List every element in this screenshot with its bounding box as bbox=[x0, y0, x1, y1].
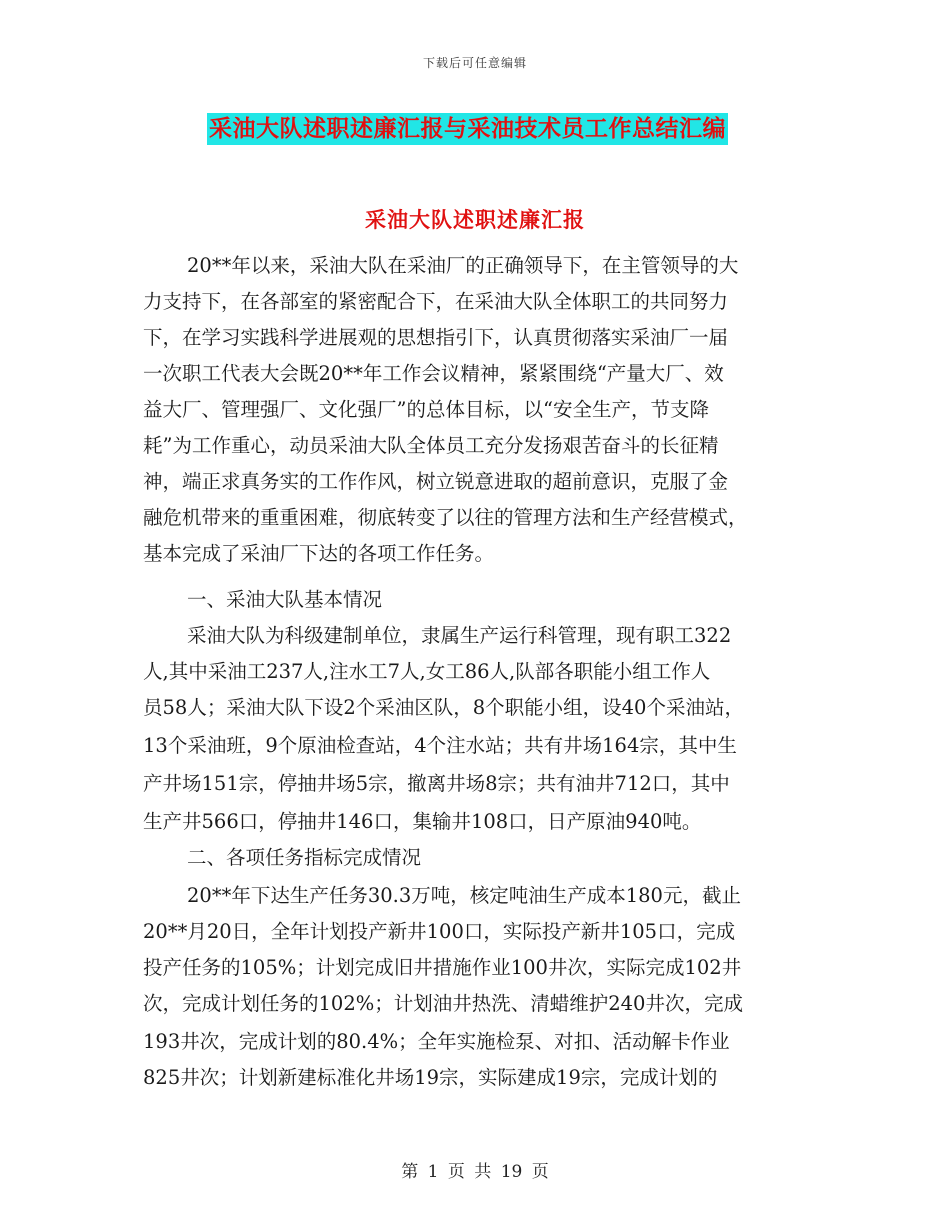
body-line: 20**月20日，全年计划投产新井100口，实际投产新井105口，完成 bbox=[143, 920, 736, 943]
body-line: 20**年下达生产任务30.3万吨，核定吨油生产成本180元，截止 bbox=[187, 884, 741, 907]
body-line: 一次职工代表大会既20**年工作会议精神，紧紧围绕“产量大厂、效 bbox=[143, 362, 724, 385]
body-line: 基本完成了采油厂下达的各项工作任务。 bbox=[143, 542, 495, 565]
body-line: 力支持下，在各部室的紧密配合下，在采油大队全体职工的共同努力 bbox=[143, 290, 729, 313]
section-title: 采油大队述职述廉汇报 bbox=[365, 207, 585, 232]
subheading: 一、采油大队基本情况 bbox=[187, 588, 383, 611]
body-line: 次，完成计划任务的102%；计划油井热洗、清蜡维护240井次，完成 bbox=[143, 992, 743, 1015]
body-line: 人,其中采油工237人,注水工7人,女工86人,队部各职能小组工作人 bbox=[143, 660, 711, 683]
body-line: 采油大队为科级建制单位，隶属生产运行科管理，现有职工322 bbox=[187, 624, 732, 647]
body-line: 员58人；采油大队下设2个采油区队，8个职能小组，设40个采油站， bbox=[143, 696, 744, 719]
body-line: 下，在学习实践科学进展观的思想指引下，认真贯彻落实采油厂一届 bbox=[143, 326, 729, 349]
body-line: 益大厂、管理强厂、文化强厂”的总体目标，以“安全生产，节支降 bbox=[143, 398, 709, 421]
body-line: 13个采油班，9个原油检查站，4个注水站；共有井场164宗，其中生 bbox=[143, 734, 737, 757]
subheading: 二、各项任务指标完成情况 bbox=[187, 846, 422, 869]
body-line: 神，端正求真务实的工作作风，树立锐意进取的超前意识，克服了金 bbox=[143, 470, 729, 493]
body-line: 193井次，完成计划的80.4%；全年实施检泵、对扣、活动解卡作业 bbox=[143, 1030, 730, 1053]
page-number-footer: 第 1 页 共 19 页 bbox=[401, 1162, 549, 1182]
body-line: 耗”为工作重心，动员采油大队全体员工充分发扬艰苦奋斗的长征精 bbox=[143, 434, 719, 457]
document-title: 采油大队述职述廉汇报与采油技术员工作总结汇编 bbox=[207, 113, 728, 145]
body-line: 投产任务的105%；计划完成旧井措施作业100井次，实际完成102井 bbox=[143, 956, 742, 979]
body-line: 融危机带来的重重困难，彻底转变了以往的管理方法和生产经营模式， bbox=[143, 506, 748, 529]
body-line: 产井场151宗，停抽井场5宗，撤离井场8宗；共有油井712口，其中 bbox=[143, 772, 730, 795]
body-line: 825井次；计划新建标准化井场19宗，实际建成19宗，完成计划的 bbox=[143, 1066, 718, 1089]
body-line: 20**年以来，采油大队在采油厂的正确领导下，在主管领导的大 bbox=[187, 254, 739, 277]
header-note: 下载后可任意编辑 bbox=[422, 56, 527, 70]
body-line: 生产井566口，停抽井146口，集输井108口，日产原油940吨。 bbox=[143, 810, 702, 833]
